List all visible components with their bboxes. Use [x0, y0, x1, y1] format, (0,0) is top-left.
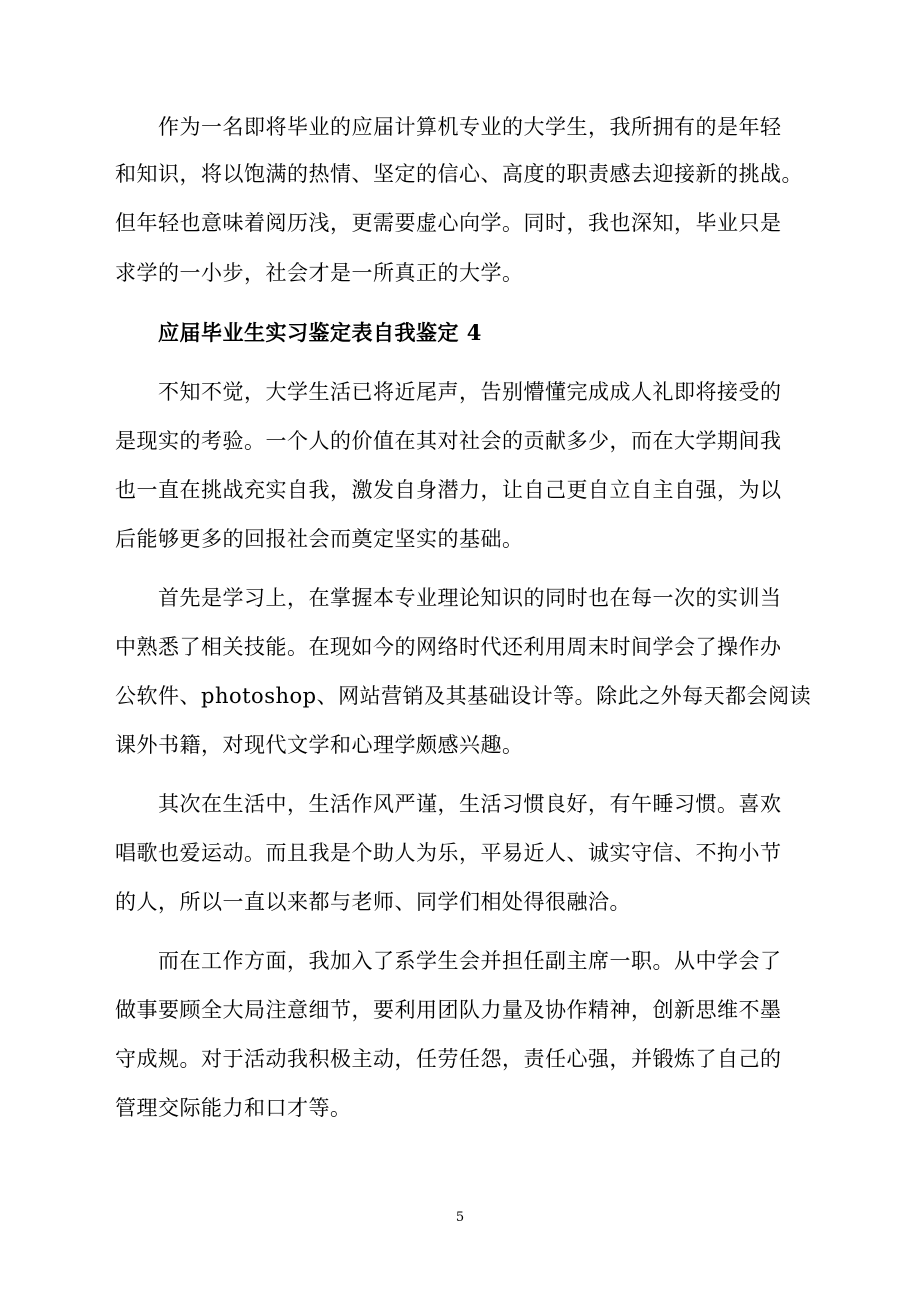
paragraph-line: 但年轻也意味着阅历浅，更需要虚心向学。同时，我也深知，毕业只是: [115, 211, 782, 235]
paragraph-line: 守成规。对于活动我积极主动，任劳任怨，责任心强，并锻炼了自己的: [115, 1047, 782, 1071]
paragraph-line: 管理交际能力和口才等。: [115, 1096, 352, 1120]
page-number: 5: [455, 1210, 465, 1225]
paragraph-line: 是现实的考验。一个人的价值在其对社会的贡献多少，而在大学期间我: [115, 429, 782, 453]
paragraph-line: 中熟悉了相关技能。在现如今的网络时代还利用周末时间学会了操作办: [115, 635, 782, 659]
paragraph-line: 求学的一小步，社会才是一所真正的大学。: [115, 261, 524, 285]
paragraph-line: 后能够更多的回报社会而奠定坚实的基础。: [115, 527, 524, 551]
paragraph-line: 其次在生活中，生活作风严谨，生活习惯良好，有午睡习惯。喜欢: [158, 792, 782, 816]
paragraph-line: 课外书籍，对现代文学和心理学颇感兴趣。: [115, 733, 524, 757]
paragraph-line: 作为一名即将毕业的应届计算机专业的大学生，我所拥有的是年轻: [158, 115, 782, 139]
paragraph-line: 唱歌也爱运动。而且我是个助人为乐，平易近人、诚实守信、不拘小节: [115, 841, 782, 865]
paragraph-line: 而在工作方面，我加入了系学生会并担任副主席一职。从中学会了: [158, 949, 782, 973]
paragraph-line: 首先是学习上，在掌握本专业理论知识的同时也在每一次的实训当: [158, 586, 782, 610]
paragraph-line: 公软件、photoshop、网站营销及其基础设计等。除此之外每天都会阅读: [115, 684, 812, 708]
paragraph-line: 做事要顾全大局注意细节，要利用团队力量及协作精神，创新思维不墨: [115, 998, 782, 1022]
paragraph-line: 不知不觉，大学生活已将近尾声，告别懵懂完成成人礼即将接受的: [158, 380, 782, 404]
paragraph-line: 和知识，将以饱满的热情、坚定的信心、高度的职责感去迎接新的挑战。: [115, 162, 803, 186]
paragraph-line: 的人，所以一直以来都与老师、同学们相处得很融洽。: [115, 890, 631, 914]
section-heading: 应届毕业生实习鉴定表自我鉴定 4: [158, 320, 482, 345]
paragraph-line: 也一直在挑战充实自我，激发自身潜力，让自己更自立自主自强，为以: [115, 478, 782, 502]
